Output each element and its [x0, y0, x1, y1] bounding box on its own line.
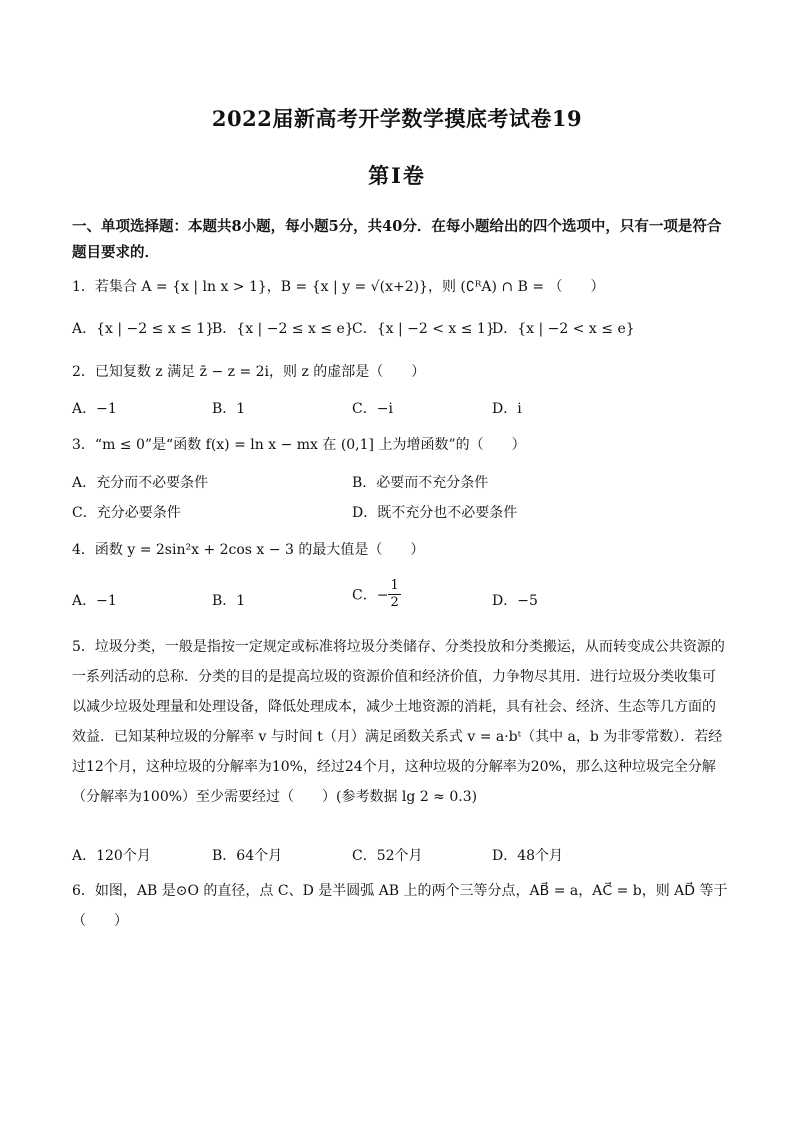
- q2-option-c[interactable]: C．−i: [352, 401, 393, 417]
- q4-option-c-prefix: C．−: [352, 587, 389, 604]
- q5-option-a[interactable]: A．120个月: [72, 848, 151, 864]
- page-subtitle: 第Ⅰ卷: [368, 163, 426, 188]
- q3-stem: 3．“m ≤ 0”是“函数 f(x) = ln x − mx 在 (0,1] 上为增函数”的（ ）: [72, 437, 526, 453]
- q2-stem: 2．已知复数 z 满足 z̄ − z = 2i，则 z 的虚部是（ ）: [72, 364, 426, 380]
- q4-option-c-fraction: [388, 578, 400, 611]
- q1-option-b[interactable]: B．{x | −2 ≤ x ≤ e}: [212, 321, 354, 337]
- q2-option-d[interactable]: D．i: [492, 401, 522, 417]
- q6-stem: 6．如图，AB 是⊙O 的直径，点 C、D 是半圆弧 AB 上的两个三等分点，AB⃗ = a，AC⃗ = b，则 AD⃗ 等于（ ）: [72, 883, 728, 929]
- fraction-denominator: 2: [390, 595, 399, 610]
- q4-option-a[interactable]: A．−1: [72, 593, 117, 609]
- q2-option-a[interactable]: A．−1: [72, 401, 117, 417]
- q5-stem: 5．垃圾分类，一般是指按一定规定或标准将垃圾分类储存、分类投放和分类搬运，从而转变成公共资源的一系列活动的总称．分类的目的是提高垃圾的资源价值和经济价值，力争物尽其用．进行垃圾分类收集可以减少垃圾处理量和处理设备，降低处理成本，减少土地资源的消耗，具有社会、经济、生态等几方面的效益．已知某种垃圾的分解率 v 与时间 t（月）满足函数关系式 v = a·bᵗ（其中 a，b 为非零常数）．若经过12个月，这种垃圾的分解率为10%，经过24个月，这种垃圾的分解率为20%，那么这种垃圾完全分解（分解率为100%）至少需要经过（ ）(参考数据 lg 2 ≈ 0.3): [72, 639, 725, 805]
- q3-option-c[interactable]: C．充分必要条件: [72, 505, 181, 521]
- q1-option-d[interactable]: D．{x | −2 < x ≤ e}: [492, 321, 635, 337]
- q5-option-d[interactable]: D．48个月: [492, 848, 564, 864]
- q2-option-b[interactable]: B．1: [212, 401, 246, 417]
- fraction-numerator: 1: [390, 578, 399, 593]
- q4-stem: 4．函数 y = 2sin²x + 2cos x − 3 的最大值是（ ）: [72, 542, 425, 558]
- q5-option-b[interactable]: B．64个月: [212, 848, 283, 864]
- q4-option-c[interactable]: [352, 578, 401, 611]
- q3-option-b[interactable]: B．必要而不充分条件: [352, 475, 489, 491]
- q1-option-c[interactable]: C．{x | −2 < x ≤ 1}: [352, 321, 495, 337]
- q5-option-c[interactable]: C．52个月: [352, 848, 423, 864]
- page-title: 2022届新高考开学数学摸底考试卷19: [211, 106, 583, 131]
- q1-option-a[interactable]: A．{x | −2 ≤ x ≤ 1}: [72, 321, 215, 337]
- q4-option-b[interactable]: B．1: [212, 593, 246, 609]
- q4-option-d[interactable]: D．−5: [492, 593, 538, 609]
- q3-option-a[interactable]: A．充分而不必要条件: [72, 475, 209, 491]
- q1-stem: 1．若集合 A = {x | ln x > 1}，B = {x | y = √(x+2)}，则 (∁ᴿA) ∩ B = （ ）: [72, 279, 605, 295]
- q3-option-d[interactable]: D．既不充分也不必要条件: [352, 505, 518, 521]
- section-header: 一、单项选择题：本题共8小题，每小题5分，共40分．在每小题给出的四个选项中，只有一项是符合题目要求的．: [72, 218, 722, 261]
